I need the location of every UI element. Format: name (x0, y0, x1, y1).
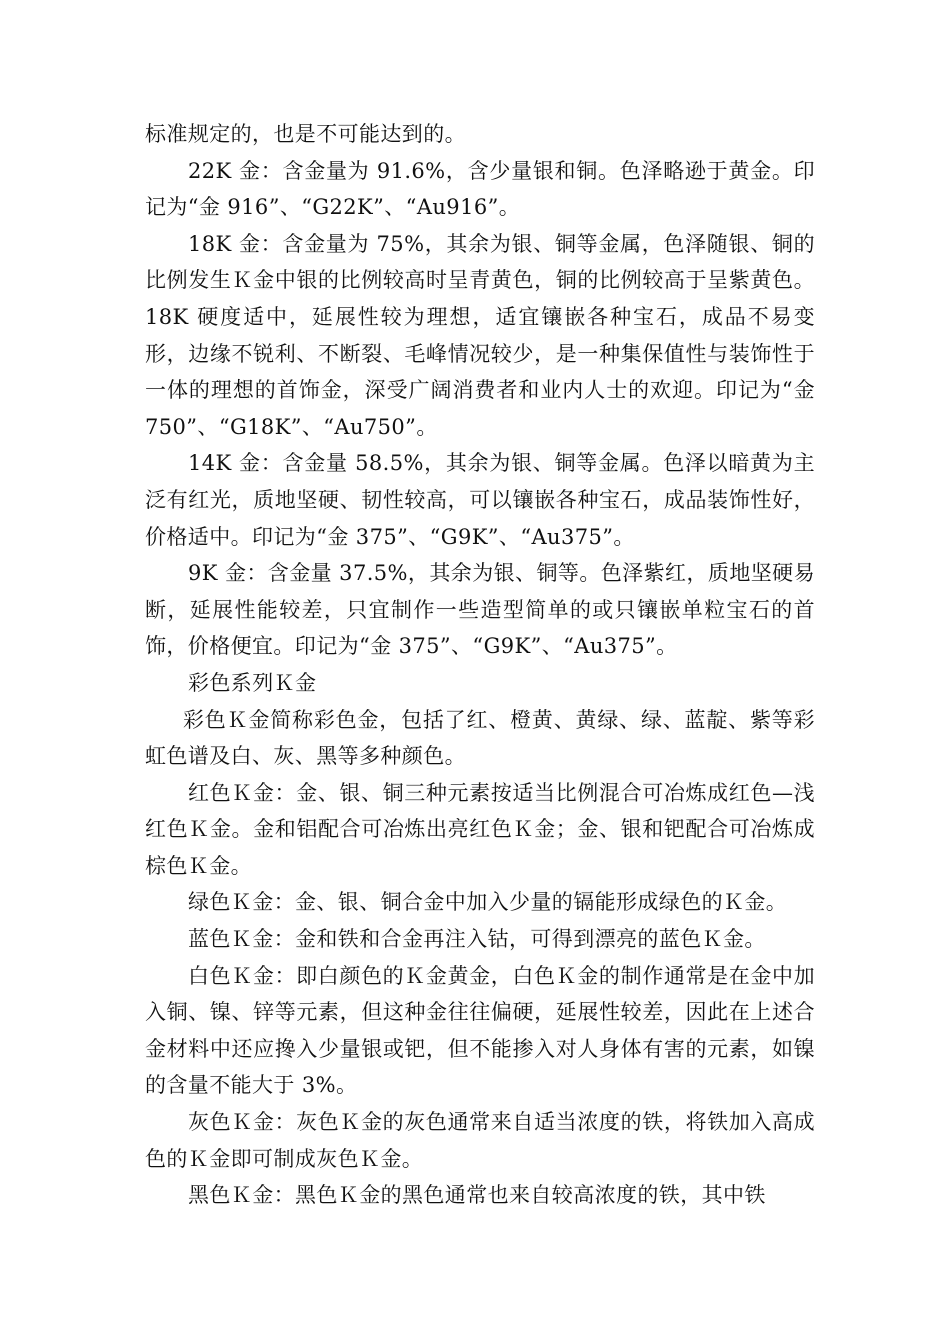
paragraph-green-k-gold: 绿色Ｋ金：金、银、铜合金中加入少量的镉能形成绿色的Ｋ金。 (188, 890, 788, 915)
paragraph-gray-k-gold: 灰色Ｋ金：灰色Ｋ金的灰色通常来自适当浓度的铁，将铁加入高成色的Ｋ金即可制成灰色Ｋ金。 (145, 1110, 815, 1171)
paragraph-9k-gold: 9K 金：含金量 37.5%，其余为银、铜等。色泽紫红，质地坚硬易断，延展性能较差，只宜制作一些造型简单的或只镶嵌单粒宝石的首饰，价格便宜。印记为“金 375”、“G9K”、“Au375”。 (145, 561, 815, 659)
section-heading-colored-k-gold: 彩色系列Ｋ金 (188, 670, 317, 695)
paragraph-red-k-gold: 红色Ｋ金：金、银、铜三种元素按适当比例混合可冶炼成红色—浅红色Ｋ金。金和铝配合可冶炼出亮红色Ｋ金；金、银和钯配合可冶炼成棕色Ｋ金。 (145, 780, 815, 878)
document-body (145, 116, 815, 1214)
paragraph-white-k-gold: 白色Ｋ金：即白颜色的Ｋ金黄金，白色Ｋ金的制作通常是在金中加入铜、镍、锌等元素，但这种金往往偏硬，延展性较差，因此在上述合金材料中还应搀入少量银或钯，但不能掺入对人身体有害的元素，如镍的含量不能大于 3%。 (145, 963, 815, 1098)
paragraph-18k-gold: 18K 金：含金量为 75%，其余为银、铜等金属，色泽随银、铜的比例发生Ｋ金中银的比例较高时呈青黄色，铜的比例较高于呈紫黄色。18K 硬度适中，延展性较为理想，适宜镶嵌各种宝石，成品不易变形，边缘不锐利、不断裂、毛峰情况较少，是一种集保值性与装饰性于一体的理想的首饰金，深受广阔消费者和业内人士的欢迎。印记为“金 750”、“G18K”、“Au750”。 (145, 231, 815, 439)
paragraph-22k-gold: 22K 金：含金量为 91.6%，含少量银和铜。色泽略逊于黄金。印记为“金 916”、“G22K”、“Au916”。 (145, 158, 815, 220)
paragraph-14k-gold: 14K 金：含金量 58.5%，其余为银、铜等金属。色泽以暗黄为主泛有红光，质地坚硬、韧性较高，可以镶嵌各种宝石，成品装饰性好，价格适中。印记为“金 375”、“G9K”、“Au375”。 (145, 451, 815, 549)
paragraph-black-k-gold: 黑色Ｋ金：黑色Ｋ金的黑色通常也来自较高浓度的铁，其中铁 (188, 1183, 766, 1208)
paragraph-blue-k-gold: 蓝色Ｋ金：金和铁和合金再注入钴，可得到漂亮的蓝色Ｋ金。 (188, 927, 766, 952)
paragraph-colored-gold-intro: 彩色Ｋ金简称彩色金，包括了红、橙黄、黄绿、绿、蓝靛、紫等彩虹色谱及白、灰、黑等多种颜色。 (145, 707, 815, 769)
paragraph-continuation: 标准规定的，也是不可能达到的。 (145, 122, 466, 146)
